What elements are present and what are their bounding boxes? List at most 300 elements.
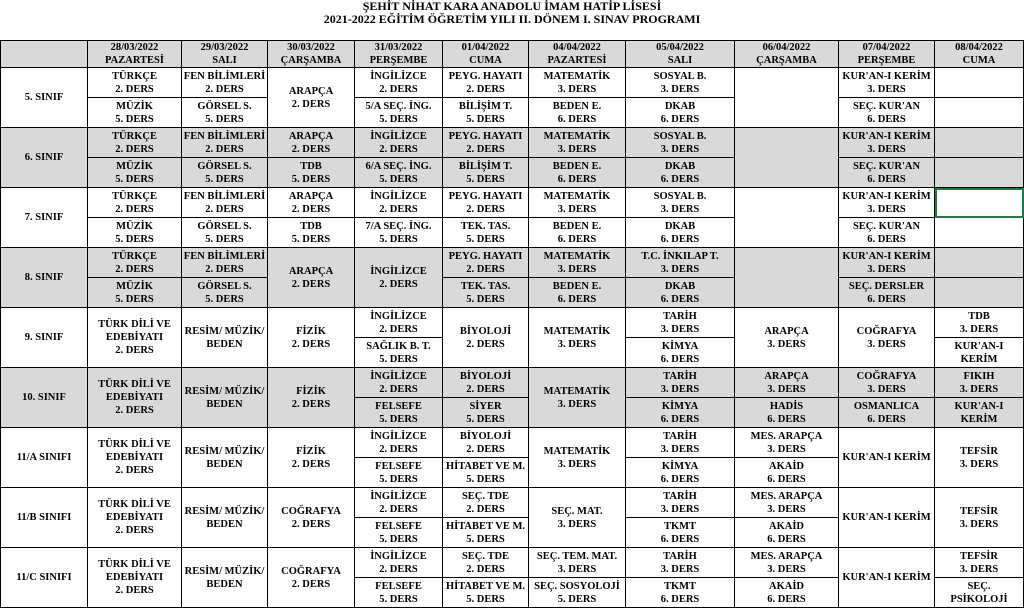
cell-line: TÜRK DİLİ VE: [98, 319, 171, 330]
exam-cell[interactable]: [935, 578, 1024, 608]
exam-cell[interactable]: [626, 548, 735, 578]
cell-line: FIKIH: [963, 370, 995, 382]
header-day: PAZARTESİ: [105, 55, 164, 66]
exam-cell[interactable]: [443, 518, 529, 548]
exam-cell[interactable]: [268, 428, 355, 488]
exam-cell[interactable]: [182, 128, 268, 158]
exam-cell[interactable]: [839, 308, 935, 368]
cell-line: BEDEN E.: [552, 280, 602, 292]
cell-line: HİTABET VE M.: [445, 580, 526, 592]
exam-cell[interactable]: [88, 218, 182, 248]
class-label[interactable]: 9. SINIF: [1, 308, 88, 368]
exam-cell[interactable]: [735, 488, 839, 518]
class-label[interactable]: 10. SINIF: [1, 368, 88, 428]
exam-cell[interactable]: [443, 248, 529, 278]
cell-line: FİZİK: [296, 385, 326, 397]
date-header[interactable]: [88, 41, 182, 68]
exam-cell[interactable]: [935, 68, 1024, 98]
cell-line: MES. ARAPÇA: [750, 550, 823, 562]
cell-line: 2. DERS: [115, 465, 154, 476]
cell-line: 2. DERS: [379, 383, 418, 395]
cell-line: 2. DERS: [466, 383, 505, 395]
exam-cell[interactable]: [626, 338, 735, 368]
cell-line: SEÇ.: [967, 580, 991, 592]
exam-cell[interactable]: [839, 368, 935, 398]
cell-line: SEÇ. KUR'AN: [852, 160, 921, 172]
header-date: 31/03/2022: [374, 42, 423, 53]
date-header[interactable]: [529, 41, 626, 68]
exam-cell[interactable]: [735, 188, 839, 248]
exam-cell[interactable]: [88, 548, 182, 608]
cell-line: 2. DERS: [379, 503, 418, 515]
cell-line: 5. DERS: [379, 233, 418, 245]
exam-cell[interactable]: [529, 308, 626, 368]
exam-cell[interactable]: [355, 548, 443, 578]
cell-line: 2. DERS: [379, 143, 418, 155]
cell-line: SEÇ. DERSLER: [848, 280, 925, 292]
cell-line: 3. DERS: [557, 203, 597, 215]
exam-cell[interactable]: [935, 278, 1024, 308]
schedule-row: [1, 428, 1024, 458]
schedule-row: [1, 128, 1024, 158]
exam-cell[interactable]: [626, 578, 735, 608]
date-header[interactable]: [839, 41, 935, 68]
cell-line: 3. DERS: [557, 518, 597, 530]
cell-line: KUR'AN-I KERİM: [842, 572, 931, 583]
exam-cell[interactable]: [626, 398, 735, 428]
date-header[interactable]: [626, 41, 735, 68]
exam-cell[interactable]: [268, 368, 355, 428]
exam-cell[interactable]: [935, 308, 1024, 338]
cell-line: 2. DERS: [205, 83, 244, 95]
cell-line: FELSEFE: [375, 460, 422, 472]
exam-cell[interactable]: [626, 278, 735, 308]
cell-line: 3. DERS: [959, 383, 999, 395]
class-label[interactable]: 7. SINIF: [1, 188, 88, 248]
exam-cell[interactable]: [935, 98, 1024, 128]
exam-cell[interactable]: [355, 458, 443, 488]
cell-line: 3. DERS: [660, 503, 700, 515]
class-label[interactable]: 11/B SINIFI: [1, 488, 88, 548]
cell-line: BEDEN E.: [552, 100, 602, 112]
exam-cell[interactable]: [268, 218, 355, 248]
exam-cell[interactable]: [529, 278, 626, 308]
exam-cell[interactable]: [355, 218, 443, 248]
header-date: 01/04/2022: [461, 42, 510, 53]
cell-line: COĞRAFYA: [281, 505, 341, 517]
cell-line: TÜRKÇE: [112, 190, 157, 202]
cell-line: SEÇ. KUR'AN: [852, 220, 921, 232]
exam-cell[interactable]: [839, 98, 935, 128]
exam-cell[interactable]: [268, 548, 355, 608]
exam-cell[interactable]: [443, 368, 529, 398]
cell-line: KUR'AN-I: [954, 400, 1004, 412]
exam-cell[interactable]: [626, 128, 735, 158]
cell-line: 6. DERS: [867, 113, 906, 125]
cell-line: RESİM/ MÜZİK/: [184, 445, 265, 457]
exam-cell[interactable]: [88, 308, 182, 368]
cell-line: GÖRSEL S.: [197, 220, 252, 232]
cell-line: FELSEFE: [375, 400, 422, 412]
cell-line: 6. DERS: [767, 593, 806, 605]
exam-cell[interactable]: [529, 98, 626, 128]
exam-cell[interactable]: [182, 308, 268, 368]
cell-line: DKAB: [664, 280, 696, 292]
exam-cell[interactable]: [443, 428, 529, 458]
exam-cell[interactable]: [182, 488, 268, 548]
cell-line: 2. DERS: [291, 578, 331, 590]
exam-cell[interactable]: [182, 188, 268, 218]
cell-line: DKAB: [664, 100, 696, 112]
cell-line: KİMYA: [661, 460, 699, 472]
exam-cell[interactable]: [529, 128, 626, 158]
exam-cell[interactable]: [735, 368, 839, 398]
cell-line: 2. DERS: [115, 345, 154, 356]
exam-cell[interactable]: [839, 398, 935, 428]
exam-cell[interactable]: [626, 68, 735, 98]
exam-cell[interactable]: [88, 128, 182, 158]
exam-cell[interactable]: [443, 398, 529, 428]
exam-cell[interactable]: [355, 248, 443, 308]
exam-cell[interactable]: [935, 338, 1024, 368]
cell-line: 6. DERS: [767, 533, 806, 545]
schedule-row: [1, 248, 1024, 278]
exam-cell[interactable]: [443, 488, 529, 518]
exam-cell[interactable]: [839, 158, 935, 188]
header-day: CUMA: [962, 55, 996, 66]
cell-line: MES. ARAPÇA: [750, 430, 823, 442]
cell-line: 2. DERS: [466, 503, 505, 515]
cell-line: KERİM: [960, 353, 998, 365]
cell-line: TARİH: [663, 370, 697, 382]
cell-line: EDEBİYATI: [105, 512, 164, 523]
cell-line: 5. DERS: [205, 293, 244, 305]
exam-cell[interactable]: [935, 248, 1024, 278]
cell-line: BEDEN: [206, 578, 243, 590]
schedule-row: [1, 368, 1024, 398]
exam-cell[interactable]: [88, 278, 182, 308]
cell-line: İNGİLİZCE: [370, 265, 427, 277]
date-header[interactable]: [182, 41, 268, 68]
cell-line: 5. DERS: [115, 173, 154, 185]
exam-cell[interactable]: [88, 68, 182, 98]
exam-cell[interactable]: [443, 158, 529, 188]
cell-line: SİYER: [469, 400, 502, 412]
exam-cell[interactable]: [355, 68, 443, 98]
exam-cell[interactable]: [626, 218, 735, 248]
exam-cell[interactable]: [839, 248, 935, 278]
exam-cell[interactable]: [735, 248, 839, 308]
exam-cell[interactable]: [735, 458, 839, 488]
date-header[interactable]: [268, 41, 355, 68]
exam-cell[interactable]: [735, 428, 839, 458]
cell-line: EDEBİYATI: [105, 392, 164, 403]
cell-line: 5. DERS: [205, 233, 244, 245]
cell-line: 2. DERS: [205, 263, 244, 275]
cell-line: DKAB: [664, 220, 696, 232]
exam-cell[interactable]: [626, 98, 735, 128]
exam-cell[interactable]: [443, 278, 529, 308]
cell-line: PEYG. HAYATI: [448, 70, 523, 82]
cell-line: 7/A SEÇ. İNG.: [365, 220, 432, 232]
exam-cell[interactable]: [735, 518, 839, 548]
exam-cell[interactable]: [88, 248, 182, 278]
exam-cell[interactable]: [182, 548, 268, 608]
exam-cell[interactable]: [88, 188, 182, 218]
exam-cell[interactable]: [443, 188, 529, 218]
exam-cell[interactable]: [935, 398, 1024, 428]
cell-line: 5. DERS: [205, 113, 244, 125]
cell-line: BİLİŞİM T.: [458, 160, 513, 172]
cell-line: MÜZİK: [116, 160, 153, 172]
exam-cell[interactable]: [268, 248, 355, 308]
cell-line: BEDEN: [206, 458, 243, 470]
class-label[interactable]: 6. SINIF: [1, 128, 88, 188]
exam-cell[interactable]: [268, 128, 355, 158]
cell-line: RESİM/ MÜZİK/: [184, 565, 265, 577]
cell-line: COĞRAFYA: [856, 325, 917, 337]
cell-line: 3. DERS: [557, 83, 597, 95]
cell-line: 2. DERS: [115, 263, 154, 275]
exam-cell[interactable]: [355, 428, 443, 458]
exam-cell[interactable]: [935, 368, 1024, 398]
cell-line: 3. DERS: [660, 143, 700, 155]
cell-line: GÖRSEL S.: [197, 100, 252, 112]
exam-cell[interactable]: [268, 158, 355, 188]
class-label[interactable]: 11/C SINIFI: [1, 548, 88, 608]
exam-cell[interactable]: [443, 308, 529, 368]
cell-line: 3. DERS: [959, 563, 999, 575]
date-header[interactable]: [735, 41, 839, 68]
exam-cell[interactable]: [529, 368, 626, 428]
cell-line: PEYG. HAYATI: [448, 190, 523, 202]
header-corner[interactable]: [1, 41, 88, 68]
exam-cell[interactable]: [355, 308, 443, 338]
cell-line: EDEBİYATI: [105, 572, 164, 583]
cell-line: 2. DERS: [379, 203, 418, 215]
cell-line: 2. DERS: [205, 143, 244, 155]
exam-cell[interactable]: [443, 128, 529, 158]
exam-cell[interactable]: [88, 488, 182, 548]
exam-cell[interactable]: [735, 548, 839, 578]
exam-cell[interactable]: [935, 548, 1024, 578]
cell-line: TKMT: [663, 580, 697, 592]
schedule-row: [1, 488, 1024, 518]
exam-cell[interactable]: [626, 518, 735, 548]
document-title: [0, 0, 1024, 26]
header-date: 30/03/2022: [287, 42, 335, 53]
cell-line: SEÇ. TDE: [461, 490, 510, 502]
cell-line: TEK. TAS.: [460, 220, 511, 232]
header-date: 29/03/2022: [200, 42, 249, 53]
cell-line: ARAPÇA: [288, 130, 334, 142]
exam-cell[interactable]: [935, 428, 1024, 488]
exam-cell[interactable]: [529, 248, 626, 278]
school-name: ŞEHİT NİHAT KARA ANADOLU İMAM HATİP LİSESİ: [362, 0, 662, 13]
cell-line: SEÇ. TDE: [461, 550, 510, 562]
exam-cell[interactable]: [839, 548, 935, 608]
exam-cell[interactable]: [735, 308, 839, 368]
exam-cell[interactable]: [626, 368, 735, 398]
exam-cell[interactable]: [839, 128, 935, 158]
exam-cell[interactable]: [182, 278, 268, 308]
exam-cell[interactable]: [626, 308, 735, 338]
exam-cell[interactable]: [355, 488, 443, 518]
exam-cell[interactable]: [355, 338, 443, 368]
exam-cell[interactable]: [935, 488, 1024, 548]
exam-cell[interactable]: [935, 188, 1024, 218]
exam-cell[interactable]: [935, 158, 1024, 188]
cell-line: İNGİLİZCE: [370, 370, 427, 382]
cell-line: 2. DERS: [379, 563, 418, 575]
cell-line: SEÇ. TEM. MAT.: [536, 550, 618, 562]
exam-cell[interactable]: [529, 428, 626, 488]
cell-line: TÜRKÇE: [112, 130, 157, 142]
exam-cell[interactable]: [443, 218, 529, 248]
cell-line: GÖRSEL S.: [197, 280, 252, 292]
cell-line: 6. DERS: [557, 113, 597, 125]
program-name: 2021-2022 EĞİTİM ÖĞRETİM YILI II. DÖNEM I. SINAV PROGRAMI: [323, 12, 701, 26]
exam-cell[interactable]: [839, 218, 935, 248]
exam-cell[interactable]: [182, 158, 268, 188]
cell-line: T.C. İNKILAP T.: [641, 250, 719, 262]
cell-line: 5. DERS: [466, 233, 505, 245]
exam-cell[interactable]: [182, 368, 268, 428]
cell-line: 3. DERS: [660, 263, 700, 275]
exam-cell[interactable]: [268, 308, 355, 368]
cell-line: 3. DERS: [660, 383, 700, 395]
cell-line: MÜZİK: [116, 220, 153, 232]
exam-cell[interactable]: [626, 248, 735, 278]
cell-line: BEDEN: [206, 338, 243, 350]
cell-line: 3. DERS: [959, 518, 999, 530]
exam-cell[interactable]: [626, 428, 735, 458]
exam-cell[interactable]: [182, 98, 268, 128]
exam-cell[interactable]: [839, 428, 935, 488]
cell-line: 5. DERS: [291, 173, 331, 185]
cell-line: GÖRSEL S.: [197, 160, 252, 172]
date-header[interactable]: [355, 41, 443, 68]
cell-line: FEN BİLİMLERİ: [183, 70, 266, 82]
exam-cell[interactable]: [268, 488, 355, 548]
exam-cell[interactable]: [355, 158, 443, 188]
exam-cell[interactable]: [443, 68, 529, 98]
class-label[interactable]: 8. SINIF: [1, 248, 88, 308]
exam-cell[interactable]: [443, 548, 529, 578]
cell-line: 5. DERS: [379, 593, 418, 605]
class-label[interactable]: 5. SINIF: [1, 68, 88, 128]
exam-cell[interactable]: [355, 398, 443, 428]
date-header[interactable]: [443, 41, 529, 68]
exam-cell[interactable]: [88, 428, 182, 488]
exam-cell[interactable]: [355, 98, 443, 128]
date-header[interactable]: [935, 41, 1024, 68]
cell-line: TÜRKÇE: [112, 70, 157, 82]
exam-cell[interactable]: [443, 458, 529, 488]
cell-line: 2. DERS: [379, 83, 418, 95]
cell-line: 6. DERS: [867, 233, 906, 245]
exam-cell[interactable]: [355, 578, 443, 608]
cell-line: TARİH: [663, 310, 697, 322]
exam-cell[interactable]: [182, 428, 268, 488]
cell-line: 5. DERS: [466, 173, 505, 185]
exam-cell[interactable]: [88, 368, 182, 428]
cell-line: MATEMATİK: [543, 445, 611, 457]
cell-line: HADİS: [769, 400, 804, 412]
cell-line: 5. DERS: [115, 113, 154, 125]
exam-cell[interactable]: [735, 578, 839, 608]
cell-line: 6. DERS: [660, 293, 700, 305]
exam-cell[interactable]: [88, 98, 182, 128]
exam-cell[interactable]: [529, 548, 626, 578]
cell-line: 6. DERS: [660, 173, 700, 185]
exam-cell[interactable]: [355, 188, 443, 218]
exam-cell[interactable]: [443, 578, 529, 608]
cell-line: KERİM: [960, 413, 998, 425]
cell-line: KİMYA: [661, 400, 699, 412]
cell-line: TÜRK DİLİ VE: [98, 499, 171, 510]
exam-cell[interactable]: [182, 68, 268, 98]
exam-cell[interactable]: [935, 128, 1024, 158]
exam-cell[interactable]: [529, 158, 626, 188]
exam-cell[interactable]: [839, 68, 935, 98]
cell-line: MES. ARAPÇA: [750, 490, 823, 502]
exam-cell[interactable]: [355, 128, 443, 158]
exam-cell[interactable]: [529, 488, 626, 548]
exam-cell[interactable]: [355, 518, 443, 548]
exam-cell[interactable]: [626, 488, 735, 518]
exam-cell[interactable]: [839, 488, 935, 548]
exam-cell[interactable]: [88, 158, 182, 188]
class-label[interactable]: 11/A SINIFI: [1, 428, 88, 488]
exam-cell[interactable]: [268, 188, 355, 218]
exam-cell[interactable]: [935, 218, 1024, 248]
cell-line: 3. DERS: [767, 338, 806, 350]
exam-cell[interactable]: [626, 458, 735, 488]
cell-line: 2. DERS: [466, 83, 505, 95]
cell-line: EDEBİYATI: [105, 452, 164, 463]
cell-line: KUR'AN-I KERİM: [842, 190, 931, 202]
exam-cell[interactable]: [182, 218, 268, 248]
exam-cell[interactable]: [268, 68, 355, 128]
exam-cell[interactable]: [529, 188, 626, 218]
cell-line: 2. DERS: [115, 585, 154, 596]
cell-line: 3. DERS: [660, 323, 700, 335]
cell-line: 5. DERS: [115, 233, 154, 245]
exam-cell[interactable]: [626, 188, 735, 218]
exam-cell[interactable]: [529, 218, 626, 248]
exam-cell[interactable]: [735, 128, 839, 188]
exam-cell[interactable]: [443, 98, 529, 128]
cell-line: 2. DERS: [291, 278, 331, 290]
exam-cell[interactable]: [529, 578, 626, 608]
exam-cell[interactable]: [735, 398, 839, 428]
cell-line: İNGİLİZCE: [370, 310, 427, 322]
exam-cell[interactable]: [839, 188, 935, 218]
exam-cell[interactable]: [355, 368, 443, 398]
exam-cell[interactable]: [839, 278, 935, 308]
cell-line: KUR'AN-I KERİM: [842, 250, 931, 262]
cell-line: 6. DERS: [867, 173, 906, 185]
cell-line: 5. DERS: [379, 533, 418, 545]
schedule-row: [1, 218, 1024, 248]
exam-cell[interactable]: [529, 68, 626, 98]
exam-cell[interactable]: [735, 68, 839, 128]
cell-line: ARAPÇA: [288, 85, 334, 97]
exam-cell[interactable]: [182, 248, 268, 278]
exam-cell[interactable]: [626, 158, 735, 188]
cell-line: 3. DERS: [959, 323, 999, 335]
